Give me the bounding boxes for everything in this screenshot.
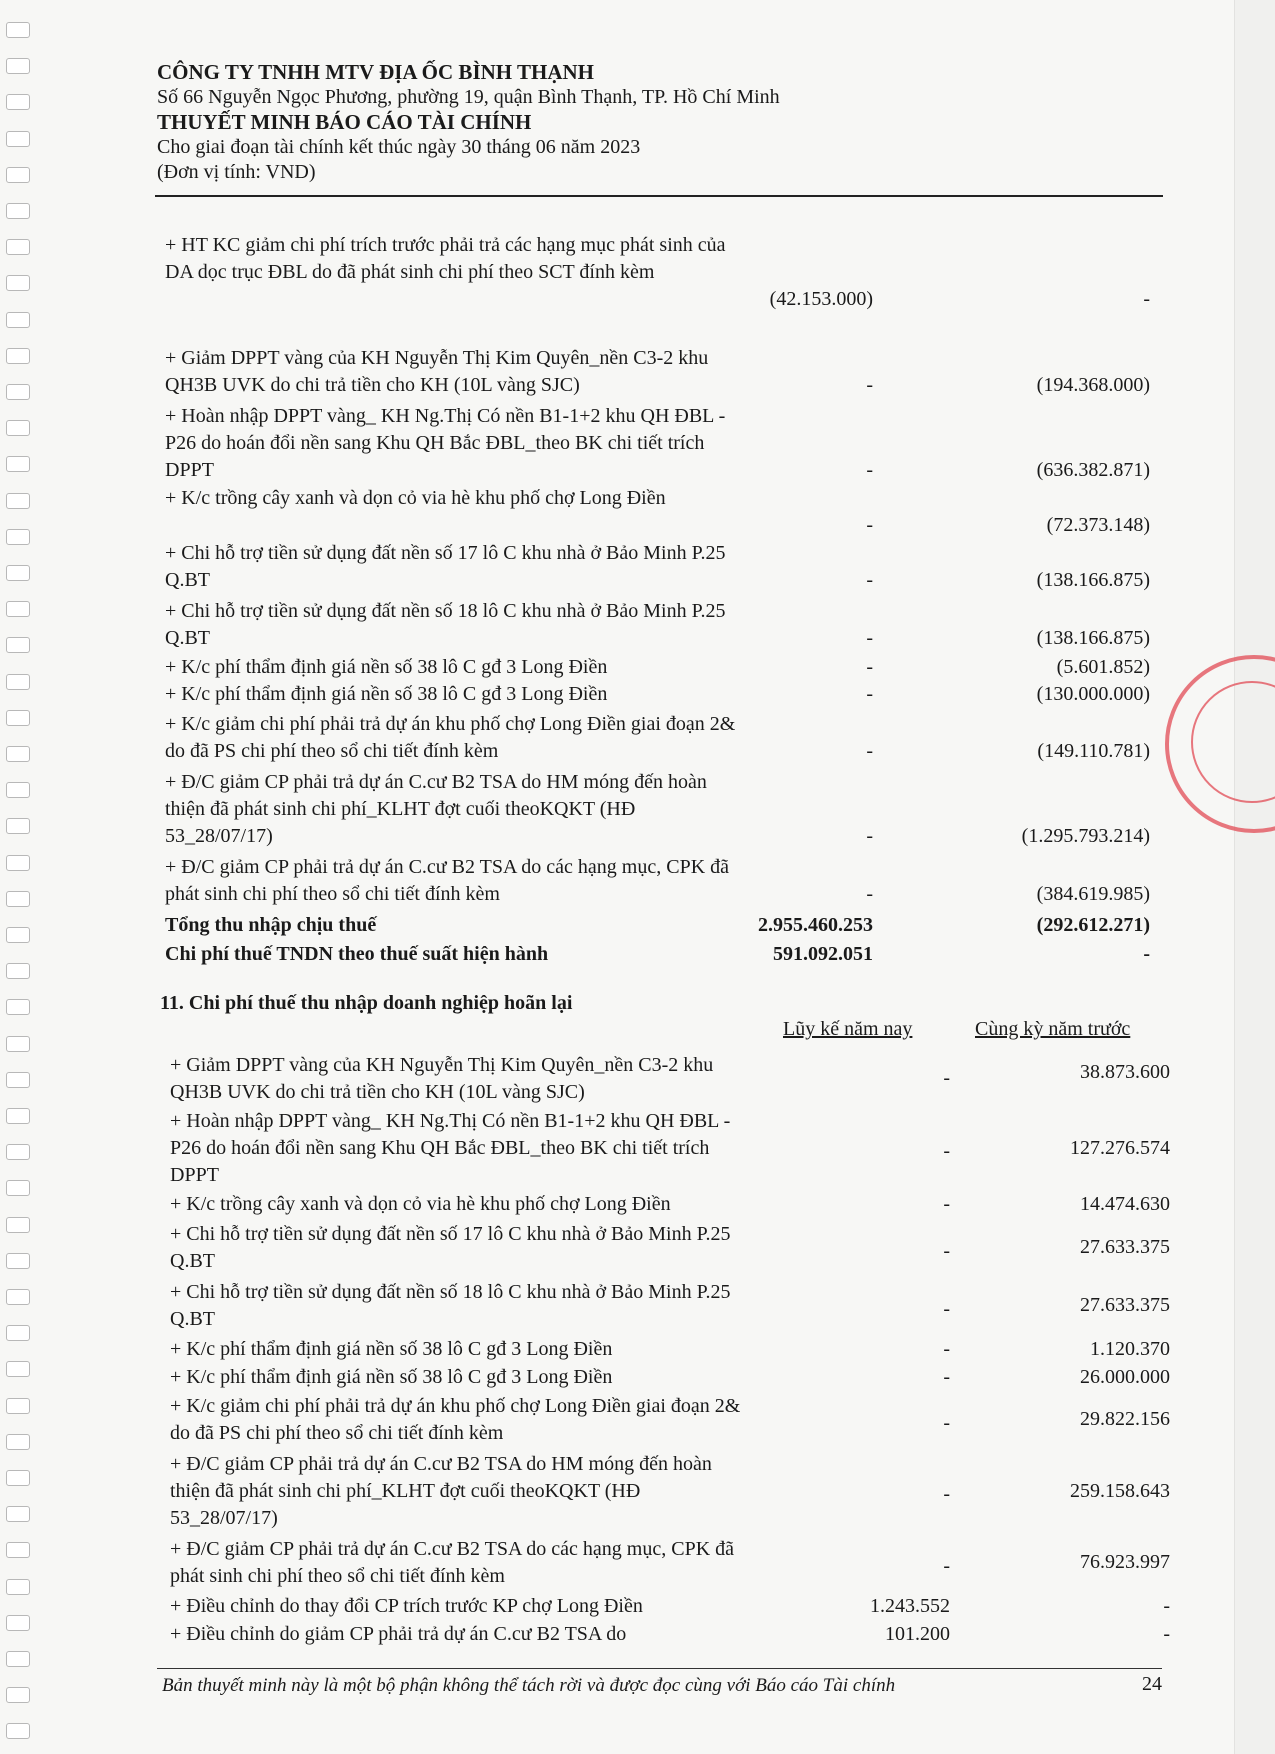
company-seal-stamp xyxy=(1165,655,1275,833)
binding-ring xyxy=(6,22,30,38)
binding-ring xyxy=(6,1217,30,1233)
binding-ring xyxy=(6,348,30,364)
binding-rings xyxy=(0,0,34,1754)
page-edge xyxy=(1234,0,1275,1754)
company-address: Số 66 Nguyễn Ngọc Phương, phường 19, quận Bình Thạnh, TP. Hồ Chí Minh xyxy=(157,86,780,108)
binding-ring xyxy=(6,1615,30,1631)
binding-ring xyxy=(6,601,30,617)
binding-ring xyxy=(6,1180,30,1196)
document-title: THUYẾT MINH BÁO CÁO TÀI CHÍNH xyxy=(157,110,532,134)
binding-ring xyxy=(6,1072,30,1088)
binding-ring xyxy=(6,1506,30,1522)
binding-ring xyxy=(6,963,30,979)
binding-ring xyxy=(6,746,30,762)
footer-note: Bản thuyết minh này là một bộ phận không thể tách rời và được đọc cùng với Báo cáo Tài chính xyxy=(162,1675,896,1696)
binding-ring xyxy=(6,1108,30,1124)
page-number: 24 xyxy=(1142,1673,1162,1695)
binding-ring xyxy=(6,529,30,545)
binding-ring xyxy=(6,1253,30,1269)
binding-ring xyxy=(6,456,30,472)
binding-ring xyxy=(6,999,30,1015)
binding-ring xyxy=(6,384,30,400)
header-divider xyxy=(155,195,1163,197)
binding-ring xyxy=(6,782,30,798)
binding-ring xyxy=(6,1434,30,1450)
column-header-current-year: Lũy kế năm nay xyxy=(783,1018,913,1040)
company-name: CÔNG TY TNHH MTV ĐỊA ỐC BÌNH THẠNH xyxy=(157,60,594,84)
binding-ring xyxy=(6,1289,30,1305)
binding-ring xyxy=(6,1144,30,1160)
binding-ring xyxy=(6,1036,30,1052)
footer-divider xyxy=(157,1668,1162,1669)
binding-ring xyxy=(6,1542,30,1558)
binding-ring xyxy=(6,674,30,690)
binding-ring xyxy=(6,312,30,328)
binding-ring xyxy=(6,891,30,907)
binding-ring xyxy=(6,1325,30,1341)
binding-ring xyxy=(6,710,30,726)
binding-ring xyxy=(6,855,30,871)
binding-ring xyxy=(6,420,30,436)
binding-ring xyxy=(6,94,30,110)
binding-ring xyxy=(6,1361,30,1377)
binding-ring xyxy=(6,565,30,581)
section-11-title: 11. Chi phí thuế thu nhập doanh nghiệp hoãn lại xyxy=(160,992,573,1014)
binding-ring xyxy=(6,167,30,183)
binding-ring xyxy=(6,493,30,509)
binding-ring xyxy=(6,58,30,74)
binding-ring xyxy=(6,275,30,291)
binding-ring xyxy=(6,637,30,653)
stamp-inner-ring xyxy=(1191,681,1275,803)
currency-unit: (Đơn vị tính: VND) xyxy=(157,161,316,183)
binding-ring xyxy=(6,131,30,147)
binding-ring xyxy=(6,203,30,219)
binding-ring xyxy=(6,818,30,834)
column-header-prior-year: Cùng kỳ năm trước xyxy=(975,1018,1131,1040)
binding-ring xyxy=(6,1579,30,1595)
binding-ring xyxy=(6,1651,30,1667)
reporting-period: Cho giai đoạn tài chính kết thúc ngày 30 tháng 06 năm 2023 xyxy=(157,136,641,158)
binding-ring xyxy=(6,1470,30,1486)
document-header xyxy=(157,60,1162,185)
binding-ring xyxy=(6,1687,30,1703)
binding-ring xyxy=(6,1723,30,1739)
binding-ring xyxy=(6,927,30,943)
binding-ring xyxy=(6,1398,30,1414)
binding-ring xyxy=(6,239,30,255)
